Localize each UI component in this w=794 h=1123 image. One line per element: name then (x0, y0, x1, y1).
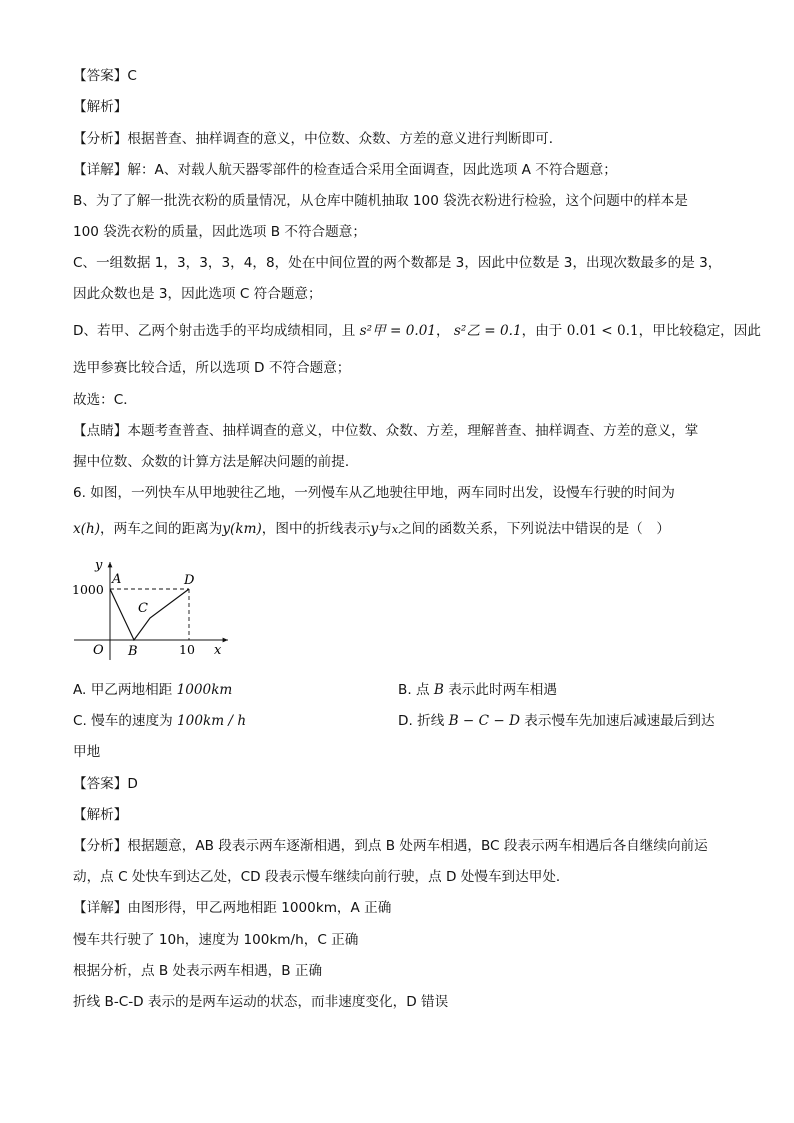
var-y: y (370, 521, 379, 537)
detail-text: ，甲比较稳定，因此 (638, 323, 761, 339)
analysis-text: 【分析】根据普查、抽样调查的意义，中位数、众数、方差的意义进行判断即可． (73, 131, 563, 147)
option-text: D. 折线 (398, 713, 449, 729)
option-text: C. 慢车的速度为 (73, 713, 178, 729)
detail-text: ，由于 (521, 323, 563, 339)
var-x-h: x(h) (73, 521, 101, 537)
detail-line (73, 321, 761, 341)
option-var: B − C − D (448, 713, 520, 729)
label-y: y (95, 558, 103, 573)
detail-line: 【详解】解：A、对载人航天器零部件的检查适合采用全面调查，因此选项 A 不符合题意； (73, 162, 617, 178)
answer-label: 【答案】C (73, 68, 137, 84)
analysis-text: 【分析】根据题意，AB 段表示两车逐渐相遇，到点 B 处两车相遇，BC 段表示两车相遇后各自继续向前运 (73, 838, 708, 854)
stem-text: ，图中的折线表示 (261, 521, 371, 537)
option-text: 表示此时两车相遇 (443, 682, 557, 698)
graph-polyline (110, 589, 189, 640)
detail-line: 【详解】由图形得，甲乙两地相距 1000km，A 正确 (73, 900, 392, 916)
analysis-heading: 【解析】 (73, 807, 128, 823)
option-d (398, 711, 715, 731)
detail-line: 因此众数也是 3，因此选项 C 符合题意； (73, 286, 322, 302)
option-c (73, 711, 246, 731)
analysis-heading: 【解析】 (73, 99, 128, 115)
option-b (398, 680, 557, 700)
inequality: 0.01 < 0.1 (566, 323, 639, 339)
comma: ， (436, 323, 450, 339)
var-y-km: y(km) (222, 521, 262, 537)
option-value: 1000km (176, 682, 233, 698)
detail-line: 选甲参赛比较合适，所以选项 D 不符合题意； (73, 360, 351, 376)
label-A: A (112, 572, 122, 587)
option-text: 表示慢车先加速后减速最后到达 (519, 713, 715, 729)
label-B: B (128, 644, 138, 659)
label-x: x (214, 643, 222, 658)
label-D: D (184, 573, 195, 588)
stem-text: 之间的函数关系，下列说法中错误的是（ ） (398, 521, 670, 537)
option-a (73, 680, 232, 700)
detail-line: 100 袋洗衣粉的质量，因此选项 B 不符合题意； (73, 224, 366, 240)
stem-text: 与 (378, 521, 392, 537)
tick-10: 10 (179, 642, 195, 657)
var-x: x (391, 523, 399, 536)
option-value: 100km / h (177, 713, 247, 729)
stem-text: ，两车之间的距离为 (100, 521, 223, 537)
detail-text: D、若甲、乙两个射击选手的平均成绩相同，且 (73, 323, 356, 339)
label-C: C (138, 601, 148, 616)
function-graph (68, 556, 238, 666)
variance-yi: s²乙 = 0.1 (453, 323, 522, 339)
conclusion: 故选：C． (73, 392, 137, 408)
variance-jia: s²甲 = 0.01 (359, 323, 436, 339)
question-stem (73, 519, 670, 540)
tick-1000: 1000 (72, 582, 104, 597)
answer-label: 【答案】D (73, 776, 138, 792)
comment-line: 握中位数、众数的计算方法是解决问题的前提． (73, 454, 359, 470)
label-origin: O (93, 643, 104, 658)
detail-line: 折线 B-C-D 表示的是两车运动的状态，而非速度变化，D 错误 (73, 994, 449, 1010)
analysis-text: 动，点 C 处快车到达乙处，CD 段表示慢车继续向前行驶，点 D 处慢车到达甲处． (73, 869, 570, 885)
option-text: A. 甲乙两地相距 (73, 682, 177, 698)
option-var: B (433, 682, 444, 698)
detail-line: C、一组数据 1，3，3，3，4，8，处在中间位置的两个数都是 3，因此中位数是 3，出现次数最多的是 3， (73, 255, 722, 271)
option-d-continued: 甲地 (73, 744, 101, 760)
question-stem: 6. 如图，一列快车从甲地驶往乙地，一列慢车从乙地驶往甲地，两车同时出发，设慢车行驶的时间为 (73, 485, 675, 501)
detail-line: 慢车共行驶了 10h，速度为 100km/h，C 正确 (73, 932, 359, 948)
option-text: B. 点 (398, 682, 434, 698)
detail-line: 根据分析，点 B 处表示两车相遇，B 正确 (73, 963, 323, 979)
detail-line: B、为了了解一批洗衣粉的质量情况，从仓库中随机抽取 100 袋洗衣粉进行检验，这个问题中的样本是 (73, 193, 688, 209)
comment-line: 【点睛】本题考查普查、抽样调查的意义，中位数、众数、方差，理解普查、抽样调查、方差的意义，掌 (73, 423, 699, 439)
